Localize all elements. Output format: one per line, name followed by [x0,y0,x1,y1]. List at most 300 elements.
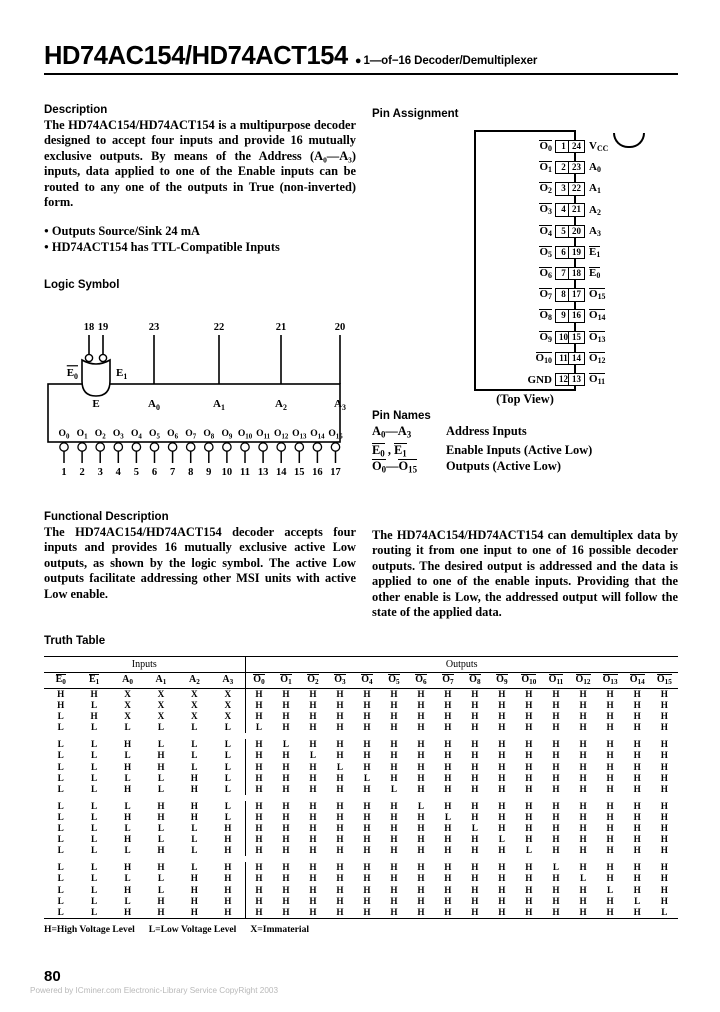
pin-label: $O_4$ [539,224,552,238]
truth-table-cell-output: H [552,811,560,822]
truth-table-cell-output: H [309,800,317,811]
pin-label: $O_9$ [539,330,552,344]
truth-table-cell-output: H [660,772,668,783]
truth-table-cell-output: H [552,761,560,772]
logic-output-pin-number-0: 1 [61,467,67,478]
table-row [44,862,678,873]
pin-assignment-heading: Pin Assignment [372,108,459,120]
truth-table-cell-input: H [157,845,165,856]
truth-table-cell-output: H [552,739,560,750]
logic-output-pin-number-15: 17 [330,467,341,478]
truth-table-cell-output: H [579,711,587,722]
truth-table-cell-input: L [124,800,131,811]
truth-table-cell-output: H [606,800,614,811]
truth-table-cell-output: H [660,739,668,750]
truth-table-cell-output: H [525,739,533,750]
truth-table-cell-output: H [525,906,533,917]
truth-table-cell-output: H [336,739,344,750]
truth-table-cell-output: H [579,834,587,845]
truth-table-cell-output: H [245,896,272,907]
truth-table-cell-output: H [552,906,560,917]
logic-output-pin-number-9: 10 [221,467,233,478]
truth-table-cell-output: H [363,700,371,711]
table-row [44,801,678,812]
truth-table-cell-output: H [282,689,290,699]
truth-table-cell-output: H [525,750,533,761]
truth-table-cell-output: H [498,750,506,761]
truth-table-cell-output: H [390,811,398,822]
pin-label: $A_2$ [589,203,601,217]
truth-table-cell-output: H [498,845,506,856]
logic-output-label-11: $O_{11}$ [256,428,271,441]
logic-output-label-7: $O_7$ [185,428,197,441]
truth-table-cell-input: H [224,895,232,906]
truth-table-cell-output: H [471,750,479,761]
truth-table-cell-input: X [157,689,165,699]
logic-output-pin-number-12: 14 [275,467,287,478]
truth-table-cell-output: H [245,907,272,919]
truth-table-cell-output: H [579,800,587,811]
truth-table-cell-output: H [336,811,344,822]
truth-table-cell-output: H [633,873,641,884]
bullet-icon: ● [44,242,49,252]
pin-right-14 [568,352,605,365]
truth-table-cell-output: H [336,750,344,761]
truth-table-cell-output: H [444,834,452,845]
truth-table-cell-output: H [282,895,290,906]
truth-table-cell-output: H [336,873,344,884]
table-row [44,762,678,773]
pin-number: 7 [555,267,572,281]
truth-table-cell-output: H [525,862,533,873]
logic-output-bubble-10 [241,443,249,451]
truth-table-cell-output: H [498,895,506,906]
truth-table-cell-output: H [471,811,479,822]
truth-table-cell-output: H [525,823,533,834]
truth-table-cell-output: H [282,722,290,733]
truth-table-cell-output: H [525,689,533,699]
truth-table-cell-output: H [579,700,587,711]
truth-table-cell-output: H [282,823,290,834]
truth-table-cell-output: H [282,811,290,822]
truth-table-cell-output: H [336,823,344,834]
functional-description-text-right: The HD74AC154/HD74ACT154 can demultiplex data by routing it from one input to one of 16 possible decoder outputs. The desired output is addressed and the data is applied to one of the enable inputs. Providing that the other enable is Low, the addressed output will follow the state of the applied data. [372,528,678,620]
legend-item-0: H=High Voltage Level [44,924,135,935]
truth-table-cell-output: H [471,873,479,884]
truth-table-cell-input: L [91,700,98,711]
truth-table-cell-output: H [245,739,272,750]
pin-right-20 [568,225,601,238]
page-subtitle: 1—of−16 Decoder/Demultiplexer [363,55,538,67]
truth-table-cell-input: H [157,800,165,811]
truth-table-cell-input: X [157,700,165,711]
truth-table-cell-output: H [309,873,317,884]
page-number: 80 [44,968,61,985]
truth-table-column-header-row [44,673,678,689]
truth-table-header-input-A3: $A_3$ [211,673,245,689]
truth-table-cell-output: H [579,761,587,772]
pin-right-22 [568,182,601,195]
pin-names-list [372,424,678,474]
truth-table-cell-output: H [660,783,668,794]
truth-table-cell-output: H [498,862,506,873]
pin-label: GND [527,373,552,386]
truth-table-cell-output: H [606,772,614,783]
truth-table-cell-output: H [579,845,587,856]
truth-table-cell-output: L [579,873,587,884]
truth-table-cell-output: H [471,884,479,895]
truth-table-cell-output: H [660,689,668,699]
truth-table-cell-output: H [245,823,272,834]
truth-table-cell-input: L [57,711,64,722]
truth-table-cell-output: H [660,800,668,811]
pin-right-16 [568,310,605,323]
truth-table-cell-input: X [191,689,198,699]
truth-table-cell-input: X [124,689,131,699]
pin-right-15 [568,331,605,344]
truth-table-cell-input: H [123,783,132,794]
truth-table-cell-output: H [525,711,533,722]
feature-list [44,223,356,255]
truth-table-cell-input: L [57,800,64,811]
logic-output-pin-number-14: 16 [312,467,323,478]
truth-table-cell-output: H [660,895,668,906]
pin-right-24 [568,140,608,153]
logic-output-label-14: $O_{14}$ [310,428,325,441]
truth-table-cell-input: L [91,906,98,917]
truth-table-cell-output: H [444,772,452,783]
pin-label: $O_6$ [539,267,552,281]
bullet-icon: ● [44,226,49,236]
truth-table-cell-output: H [633,761,641,772]
logic-address-label-3: $A_3$ [334,398,346,412]
truth-table-header-output-O13: $O_{13}$ [597,673,624,689]
truth-table-cell-input: X [124,700,131,711]
truth-table-cell-input: L [157,722,165,733]
logic-address-pin-number-3: 20 [334,322,346,333]
truth-table-cell-output: H [390,845,398,856]
logic-address-pin-number-0: 23 [148,322,160,333]
pin-label: $O_{14}$ [589,309,606,323]
truth-table-cell-input: H [190,895,198,906]
truth-table-cell-output: H [363,761,371,772]
truth-table-cell-input: L [57,884,64,895]
logic-output-pin-number-3: 4 [115,467,121,478]
truth-table-cell-output: L [282,739,290,750]
truth-table-cell-output: L [309,750,317,761]
truth-table-cell-output: H [363,906,371,917]
truth-table-cell-input: L [157,873,165,884]
truth-table-cell-output: H [552,800,560,811]
pin-right-13 [568,373,605,386]
truth-table-cell-output: H [282,845,290,856]
truth-table-cell-input: H [224,862,232,873]
logic-symbol-diagram [44,303,356,478]
truth-table-cell-input: L [91,845,98,856]
truth-table-cell-output: H [245,885,272,896]
truth-table-cell-output: H [471,711,479,722]
truth-table-cell-output: H [633,772,641,783]
pin-label: $O_5$ [539,245,552,260]
truth-table-cell-input: H [224,845,232,856]
truth-table-cell-output: H [282,834,290,845]
pin-number: 21 [568,203,585,217]
truth-table-cell-output: H [336,862,344,873]
truth-table-cell-output: H [444,711,452,722]
truth-table-cell-output: H [336,884,344,895]
logic-output-bubble-9 [223,443,231,451]
truth-table-header-output-O1: $O_1$ [272,673,299,689]
truth-table-cell-output: H [390,761,398,772]
truth-table-cell-output: H [245,750,272,761]
logic-output-label-12: $O_{12}$ [274,428,289,441]
truth-table-cell-output: H [660,700,668,711]
truth-table-cell-input: L [191,823,198,834]
truth-table-cell-input: L [191,750,198,761]
pin-right-21 [568,204,601,217]
truth-table-cell-output: H [660,834,668,845]
truth-table-cell-output: H [282,761,290,772]
truth-table-cell-output: H [417,862,425,873]
truth-table-cell-output: H [552,895,560,906]
pin-label: $V_{CC}$ [589,139,609,154]
truth-table-cell-output: H [245,711,272,722]
truth-table-cell-output: H [245,873,272,884]
truth-table-header-output-O15: $O_{15}$ [651,673,678,689]
truth-table-cell-input: H [190,811,198,822]
logic-output-label-5: $O_5$ [149,428,160,441]
truth-table-cell-output: H [606,906,614,917]
truth-table-cell-input: H [157,761,165,772]
truth-table-header-output-O2: $O_2$ [299,673,326,689]
truth-table-cell-output: H [417,783,425,794]
truth-table-cell-input: L [224,739,231,750]
truth-table-cell-output: H [363,750,371,761]
truth-table-cell-output: H [309,711,317,722]
truth-table-cell-output: H [633,739,641,750]
truth-table-cell-output: H [417,834,425,845]
truth-table-cell-output: H [417,884,425,895]
pin-name-symbol: $O_0—O_{15}$ [372,458,418,475]
logic-output-label-4: $O_4$ [130,428,142,441]
legend-item-1: L=Low Voltage Level [148,924,237,935]
truth-table-cell-output: H [471,772,479,783]
truth-table-cell-output: H [633,750,641,761]
truth-table-cell-output: H [579,722,587,733]
truth-table-cell-output: H [444,800,452,811]
truth-table-cell-input: L [57,873,64,884]
truth-table-cell-output: H [390,834,398,845]
truth-table-cell-output: L [444,811,451,822]
truth-table-cell-output: H [633,845,641,856]
truth-table-cell-output: H [390,739,398,750]
truth-table-cell-output: H [390,862,398,873]
truth-table-cell-output: H [552,834,560,845]
pin-number: 9 [555,309,572,323]
truth-table-cell-output: H [606,783,614,794]
truth-table-cell-output: H [336,722,344,733]
pin-number: 2 [555,161,572,175]
truth-table-cell-output: H [282,772,290,783]
truth-table-cell-output: H [471,761,479,772]
truth-table-cell-output: H [471,845,479,856]
logic-output-pin-number-6: 7 [169,467,176,478]
truth-table-cell-output: H [498,906,506,917]
pin-number: 20 [568,225,585,239]
table-row [44,689,678,701]
logic-output-label-3: $O_3$ [112,428,124,441]
pin-right-18 [568,267,600,280]
truth-table-cell-output: H [417,895,425,906]
truth-table-cell-input: L [91,739,98,750]
truth-table-cell-output: H [660,750,668,761]
truth-table-cell-output: H [633,811,641,822]
truth-table-cell-output: H [633,884,641,895]
truth-table-cell-output: H [417,845,425,856]
truth-table-cell-output: H [498,873,506,884]
truth-table-cell-output: L [336,761,344,772]
pin-number: 6 [555,246,572,260]
truth-table-cell-output: H [660,823,668,834]
truth-table-cell-output: H [282,862,290,873]
truth-table-cell-output: H [309,895,317,906]
truth-table-cell-output: H [245,862,272,873]
truth-table-cell-output: H [633,722,641,733]
logic-output-bubble-13 [295,443,303,451]
logic-enable-pin-number: 18 [83,322,95,333]
logic-output-pin-number-5: 6 [151,467,158,478]
logic-symbol-svg [44,303,356,478]
truth-table-cell-output: H [498,823,506,834]
pin-number: 19 [568,246,585,260]
truth-table-cell-output: H [336,906,344,917]
truth-table-cell-output: L [245,722,272,733]
truth-table-cell-output: H [282,700,290,711]
invert-bubble-icon [99,354,106,361]
truth-table-cell-output: H [660,811,668,822]
pin-label: $O_{11}$ [589,373,606,387]
truth-table-cell-output: H [660,884,668,895]
truth-table-cell-input: L [57,739,64,750]
group-header-inputs: Inputs [44,657,245,673]
truth-table-cell-output: L [552,862,560,873]
truth-table-cell-output: H [309,862,317,873]
truth-table-cell-output: H [633,689,641,699]
truth-table-cell-input: H [123,834,132,845]
truth-table-header-input-E1: $E_1$ [77,673,110,689]
truth-table-cell-output: H [579,750,587,761]
truth-table-cell-output: H [390,800,398,811]
truth-table-cell-output: H [336,689,344,699]
logic-output-bubble-11 [259,443,267,451]
truth-table-cell-output: H [309,845,317,856]
truth-table-cell-output: H [282,783,290,794]
truth-table-cell-output: H [417,772,425,783]
truth-table-cell-output: H [444,750,452,761]
truth-table-cell-output: H [417,689,425,699]
logic-output-pin-number-10: 11 [240,467,250,478]
truth-table-cell-output: H [606,750,614,761]
logic-address-pin-number-1: 22 [213,322,225,333]
truth-table-cell-input: L [57,834,64,845]
truth-table-cell-output: H [336,800,344,811]
truth-table-cell-output: H [579,811,587,822]
truth-table-cell-output: H [417,873,425,884]
truth-table-cell-output: H [363,711,371,722]
pin-right-23 [568,161,601,174]
truth-table-cell-output: H [660,722,668,733]
logic-address-label-0: $A_0$ [148,398,160,412]
truth-table-header-input-E0: $E_0$ [44,673,77,689]
truth-table-header-output-O12: $O_{12}$ [569,673,596,689]
description-text: The HD74AC154/HD74ACT154 is a multipurpose decoder designed to accept four inputs and provide 16 mutually exclusive outputs. By means of the Address (A₀—A₃) inputs, data applied to one of the Enable inputs can be routed to any one of the outputs in True (non-inverted) form. [44,118,356,210]
legend-item-2: X=Immaterial [250,924,310,935]
logic-output-label-2: $O_2$ [94,428,106,441]
truth-table-cell-output: H [309,689,317,699]
list-item: ● Outputs Source/Sink 24 mA [44,224,200,239]
truth-table-cell-input: H [190,884,198,895]
truth-table-heading: Truth Table [44,635,106,647]
truth-table-cell-output: H [309,811,317,822]
logic-output-label-8: $O_8$ [203,428,215,441]
truth-table-cell-output: H [660,711,668,722]
truth-table-cell-output: H [471,862,479,873]
pin-names-heading: Pin Names [372,410,431,422]
truth-table-cell-input: L [124,845,131,856]
table-row [44,722,678,733]
truth-table-cell-input: L [124,772,131,783]
watermark-text: Powered by ICminer.com Electronic-Library Service CopyRight 2003 [30,986,279,995]
truth-table-cell-input: H [157,811,165,822]
truth-table-cell-output: H [606,845,614,856]
truth-table-cell-output: H [579,895,587,906]
truth-table-cell-input: H [123,811,132,822]
truth-table-cell-output: H [498,772,506,783]
table-row [44,823,678,834]
truth-table-cell-input: L [57,862,64,873]
truth-table-cell-input: L [157,739,165,750]
pin-label: $O_{15}$ [589,288,606,302]
logic-output-label-1: $O_1$ [76,428,88,441]
truth-table-cell-output: H [498,700,506,711]
logic-output-label-9: $O_9$ [221,428,233,441]
truth-table-cell-output: H [245,845,272,856]
functional-description-right [372,528,678,620]
truth-table-cell-output: H [606,700,614,711]
svg-text:E0: $E_0$ [66,367,78,381]
truth-table-cell-output: H [471,700,479,711]
truth-table-cell-output: H [245,700,272,711]
logic-output-bubble-0 [60,443,68,451]
truth-table-cell-output: H [363,884,371,895]
truth-table-cell-output: H [633,823,641,834]
truth-table-cell-input: L [157,772,165,783]
truth-table-cell-output: H [552,722,560,733]
truth-table-head [44,657,678,689]
truth-table-cell-input: L [91,761,98,772]
truth-table-cell-output: H [309,700,317,711]
truth-table-header-output-O10: $O_{10}$ [515,673,542,689]
truth-table-cell-output: H [660,862,668,873]
truth-table-cell-output: H [417,750,425,761]
truth-table-cell-output: H [660,761,668,772]
truth-table-cell-output: H [245,689,272,701]
truth-table-cell-output: H [606,895,614,906]
truth-table-cell-output: H [417,761,425,772]
logic-output-pin-number-8: 9 [206,467,212,478]
truth-table-cell-output: H [444,884,452,895]
truth-table-cell-output: H [444,823,452,834]
